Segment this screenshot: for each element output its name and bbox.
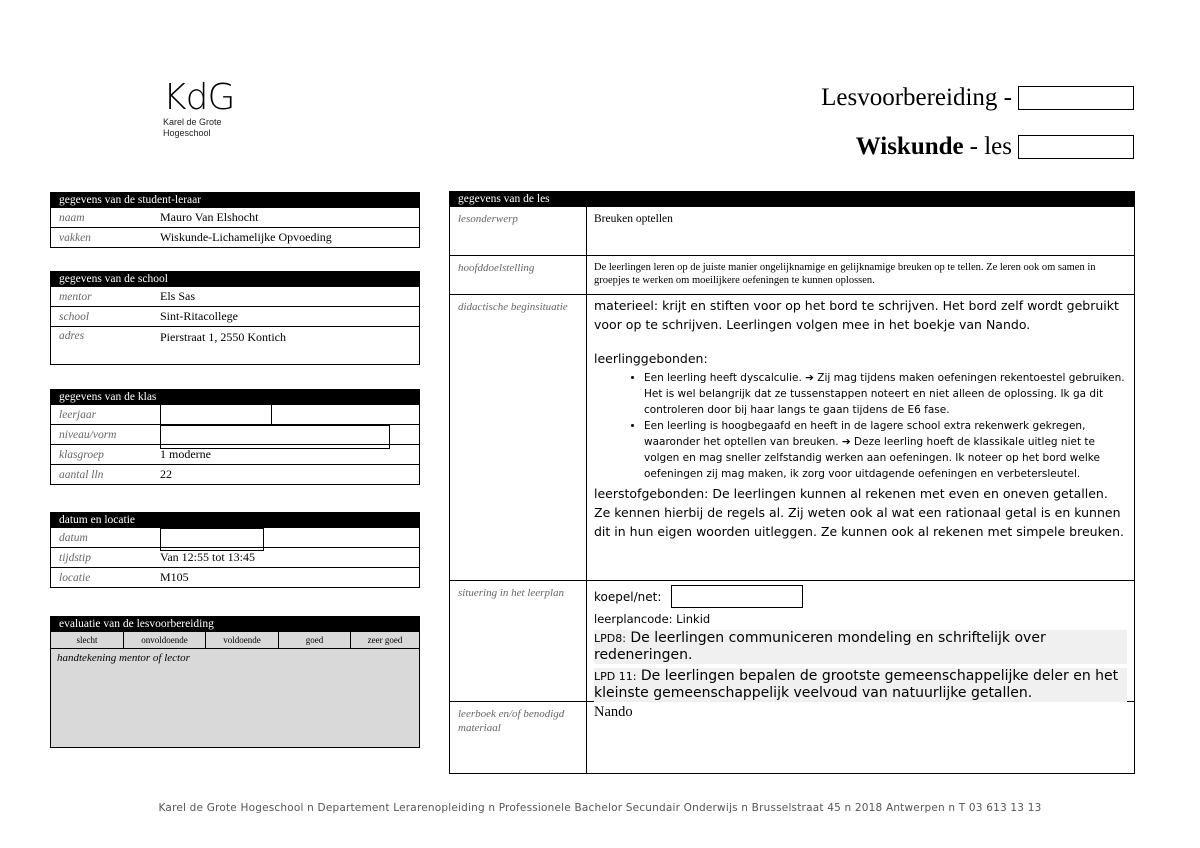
koepel-line [594,585,1127,608]
school-value-mentor: Els Sas [160,289,196,303]
klas-heading: gegevens van de klas [51,390,419,405]
klas-label-aantal: aantal lln [59,468,104,481]
klas-row-leerjaar [51,405,419,424]
les-row-onderwerp [450,207,1134,255]
lpd8-code: LPD8: [594,632,626,645]
student-value-vakken: Wiskunde-Lichamelijke Opvoeding [160,230,332,244]
school-label-mentor: mentor [59,290,92,303]
signature-label: handtekening mentor of lector [57,652,190,664]
evaluatie-scale [51,632,419,649]
title-prefix: Lesvoorbereiding - [821,84,1012,111]
leerling-list [594,370,1127,482]
leerplancode-text: leerplancode: Linkid [594,612,711,626]
lpd11-desc: De leerlingen bepalen de grootste gemeenschappelijke deler en het kleinste gemeenschappelijk veelvoud van natuurlijke getallen. [594,668,1119,701]
eval-option-goed[interactable]: goed [279,632,351,648]
evaluatie-heading: evaluatie van de lesvoorbereiding [51,617,419,632]
datum-value-locatie: M105 [160,570,189,584]
klas-row-klasgroep [51,444,419,464]
leerling-item: • Een leerling heeft dyscalculie. ➔ Zij mag tijdens maken oefeningen rekentoestel gebruiken. Het is wel belangrijk dat ze tussenstappen noteert en niet alleen de oplossing. Ik ga dit controleren door bij haar langs te gaan tijdens de E6 fase. [644,370,1127,418]
student-heading: gegevens van de student-leraar [51,193,419,208]
eval-option-voldoende[interactable]: voldoende [206,632,279,648]
koepel-label: koepel/net: [594,589,662,604]
eval-option-zeer-goed[interactable]: zeer goed [367,635,403,645]
title-subject [856,133,1134,161]
school-row-school [51,306,419,326]
leerling-item: • Een leerling is hoogbegaafd en heeft in de lagere school extra rekenwerk gekregen, waaronder het optellen van breuken. ➔ Deze leerling hoeft de klassikale uitleg niet te volgen en mag sneller zelfstandig werken aan oefeningen. Ik noteer op het bord welke oefeningen zij mag maken, ik zorg voor uitdagende oefeningen en verbetersleutel. [644,418,1127,482]
student-label-naam: naam [59,211,85,224]
leerjaar-input[interactable] [160,404,272,426]
lpd8-text [594,630,1127,664]
datum-row-locatie [51,567,419,587]
les-value-onderwerp: Breuken optellen [594,213,673,225]
les-value-doel: De leerlingen leren op de juiste manier ongelijknamige en gelijknamige breuken op te tellen. Ze leren ook om samen in groepjes te werken om moeilijkere oefeningen te kunnen oplossen. [594,262,1096,286]
les-label-doel: hoofddoelstelling [450,256,587,294]
les-value-situering [587,581,1134,701]
leerstof-text: leerstofgebonden: De leerlingen kunnen al rekenen met even en oneven getallen. Ze kennen hierbij de regels al. Zij weten ook al wat een rationaal getal is en kunnen dit in hun eigen woorden uitleggen. Ze kunnen ook al rekenen met simpele breuken. [594,486,1124,539]
klas-label-niveau: niveau/vorm [59,428,117,441]
datum-row-datum [51,528,419,547]
klas-row-aantal [51,464,419,484]
datum-row-tijdstip [51,547,419,567]
klas-row-niveau [51,424,419,444]
school-row-mentor [51,287,419,306]
school-value-school: Sint-Ritacollege [160,309,238,323]
klas-value-aantal: 22 [160,467,172,481]
materieel-text: materieel: krijt en stiften voor op het bord te schrijven. Het bord zelf wordt gebruikt voor op te schrijven. Leerlingen volgen mee in het boekje van Nando. [594,298,1119,332]
les-heading: gegevens van de les [450,192,1134,207]
les-number-input[interactable] [1018,135,1134,159]
eval-option-onvoldoende[interactable]: onvoldoende [124,632,206,648]
logo-line-2: Hogeschool [163,128,211,138]
datum-label-datum: datum [59,531,88,544]
student-row-naam [51,208,419,227]
school-heading: gegevens van de school [51,272,419,287]
evaluatie-section [50,616,420,748]
lpd11-code: LPD 11: [594,670,637,683]
student-row-vakken [51,227,419,247]
datum-section [50,512,420,588]
logo-line-1: Karel de Grote [163,117,222,127]
les-row-leerboek [450,701,1134,773]
les-value-didactisch [587,295,1134,580]
student-value-naam: Mauro Van Elshocht [160,210,259,224]
title-lesvoorbereiding [821,84,1134,112]
page-footer: Karel de Grote Hogeschool n Departement Lerarenopleiding n Professionele Bachelor Secundair Onderwijs n Brusselstraat 45 n 2018 Antwerpen n T 03 613 13 13 [158,802,1042,814]
logo-mark: KdG [163,77,235,118]
leerlinggebonden-label: leerlinggebonden: [594,351,708,366]
les-row-doel [450,255,1134,294]
les-label-leerboek: leerboek en/of benodigd materiaal [450,702,587,773]
datum-value-tijdstip: Van 12:55 tot 13:45 [160,550,255,564]
datum-label-locatie: locatie [59,571,91,584]
school-label-adres: adres [59,330,85,342]
les-row-didactisch [450,294,1134,580]
lesvoorbereiding-input[interactable] [1018,86,1134,110]
student-label-vakken: vakken [59,231,91,244]
koepel-net-input[interactable] [671,585,803,608]
eval-option-slecht[interactable]: slecht [51,632,124,648]
klas-label-leerjaar: leerjaar [59,408,97,421]
school-label-school: school [59,310,90,323]
klas-section [50,389,420,485]
datum-label-tijdstip: tijdstip [59,551,91,564]
school-value-adres: Pierstraat 1, 2550 Kontich [160,330,286,344]
klas-label-klasgroep: klasgroep [59,448,104,461]
les-label-situering: situering in het leerplan [450,581,587,701]
lpd8-desc: De leerlingen communiceren mondeling en schriftelijk over redeneringen. [594,630,1046,663]
school-section [50,271,420,365]
subject-name: Wiskunde [855,133,964,160]
student-section [50,192,420,248]
les-section [449,191,1135,774]
signature-area[interactable] [51,649,419,747]
datum-heading: datum en locatie [51,513,419,528]
les-label-didactisch: didactische beginsituatie [450,295,587,580]
les-label: - les [969,133,1012,160]
lpd11-text [594,668,1127,702]
klas-value-klasgroep: 1 moderne [160,447,211,461]
les-row-situering [450,580,1134,701]
kdg-logo [163,77,283,138]
school-row-adres [51,326,419,364]
les-label-onderwerp: lesonderwerp [450,207,587,255]
les-value-leerboek: Nando [594,704,633,720]
